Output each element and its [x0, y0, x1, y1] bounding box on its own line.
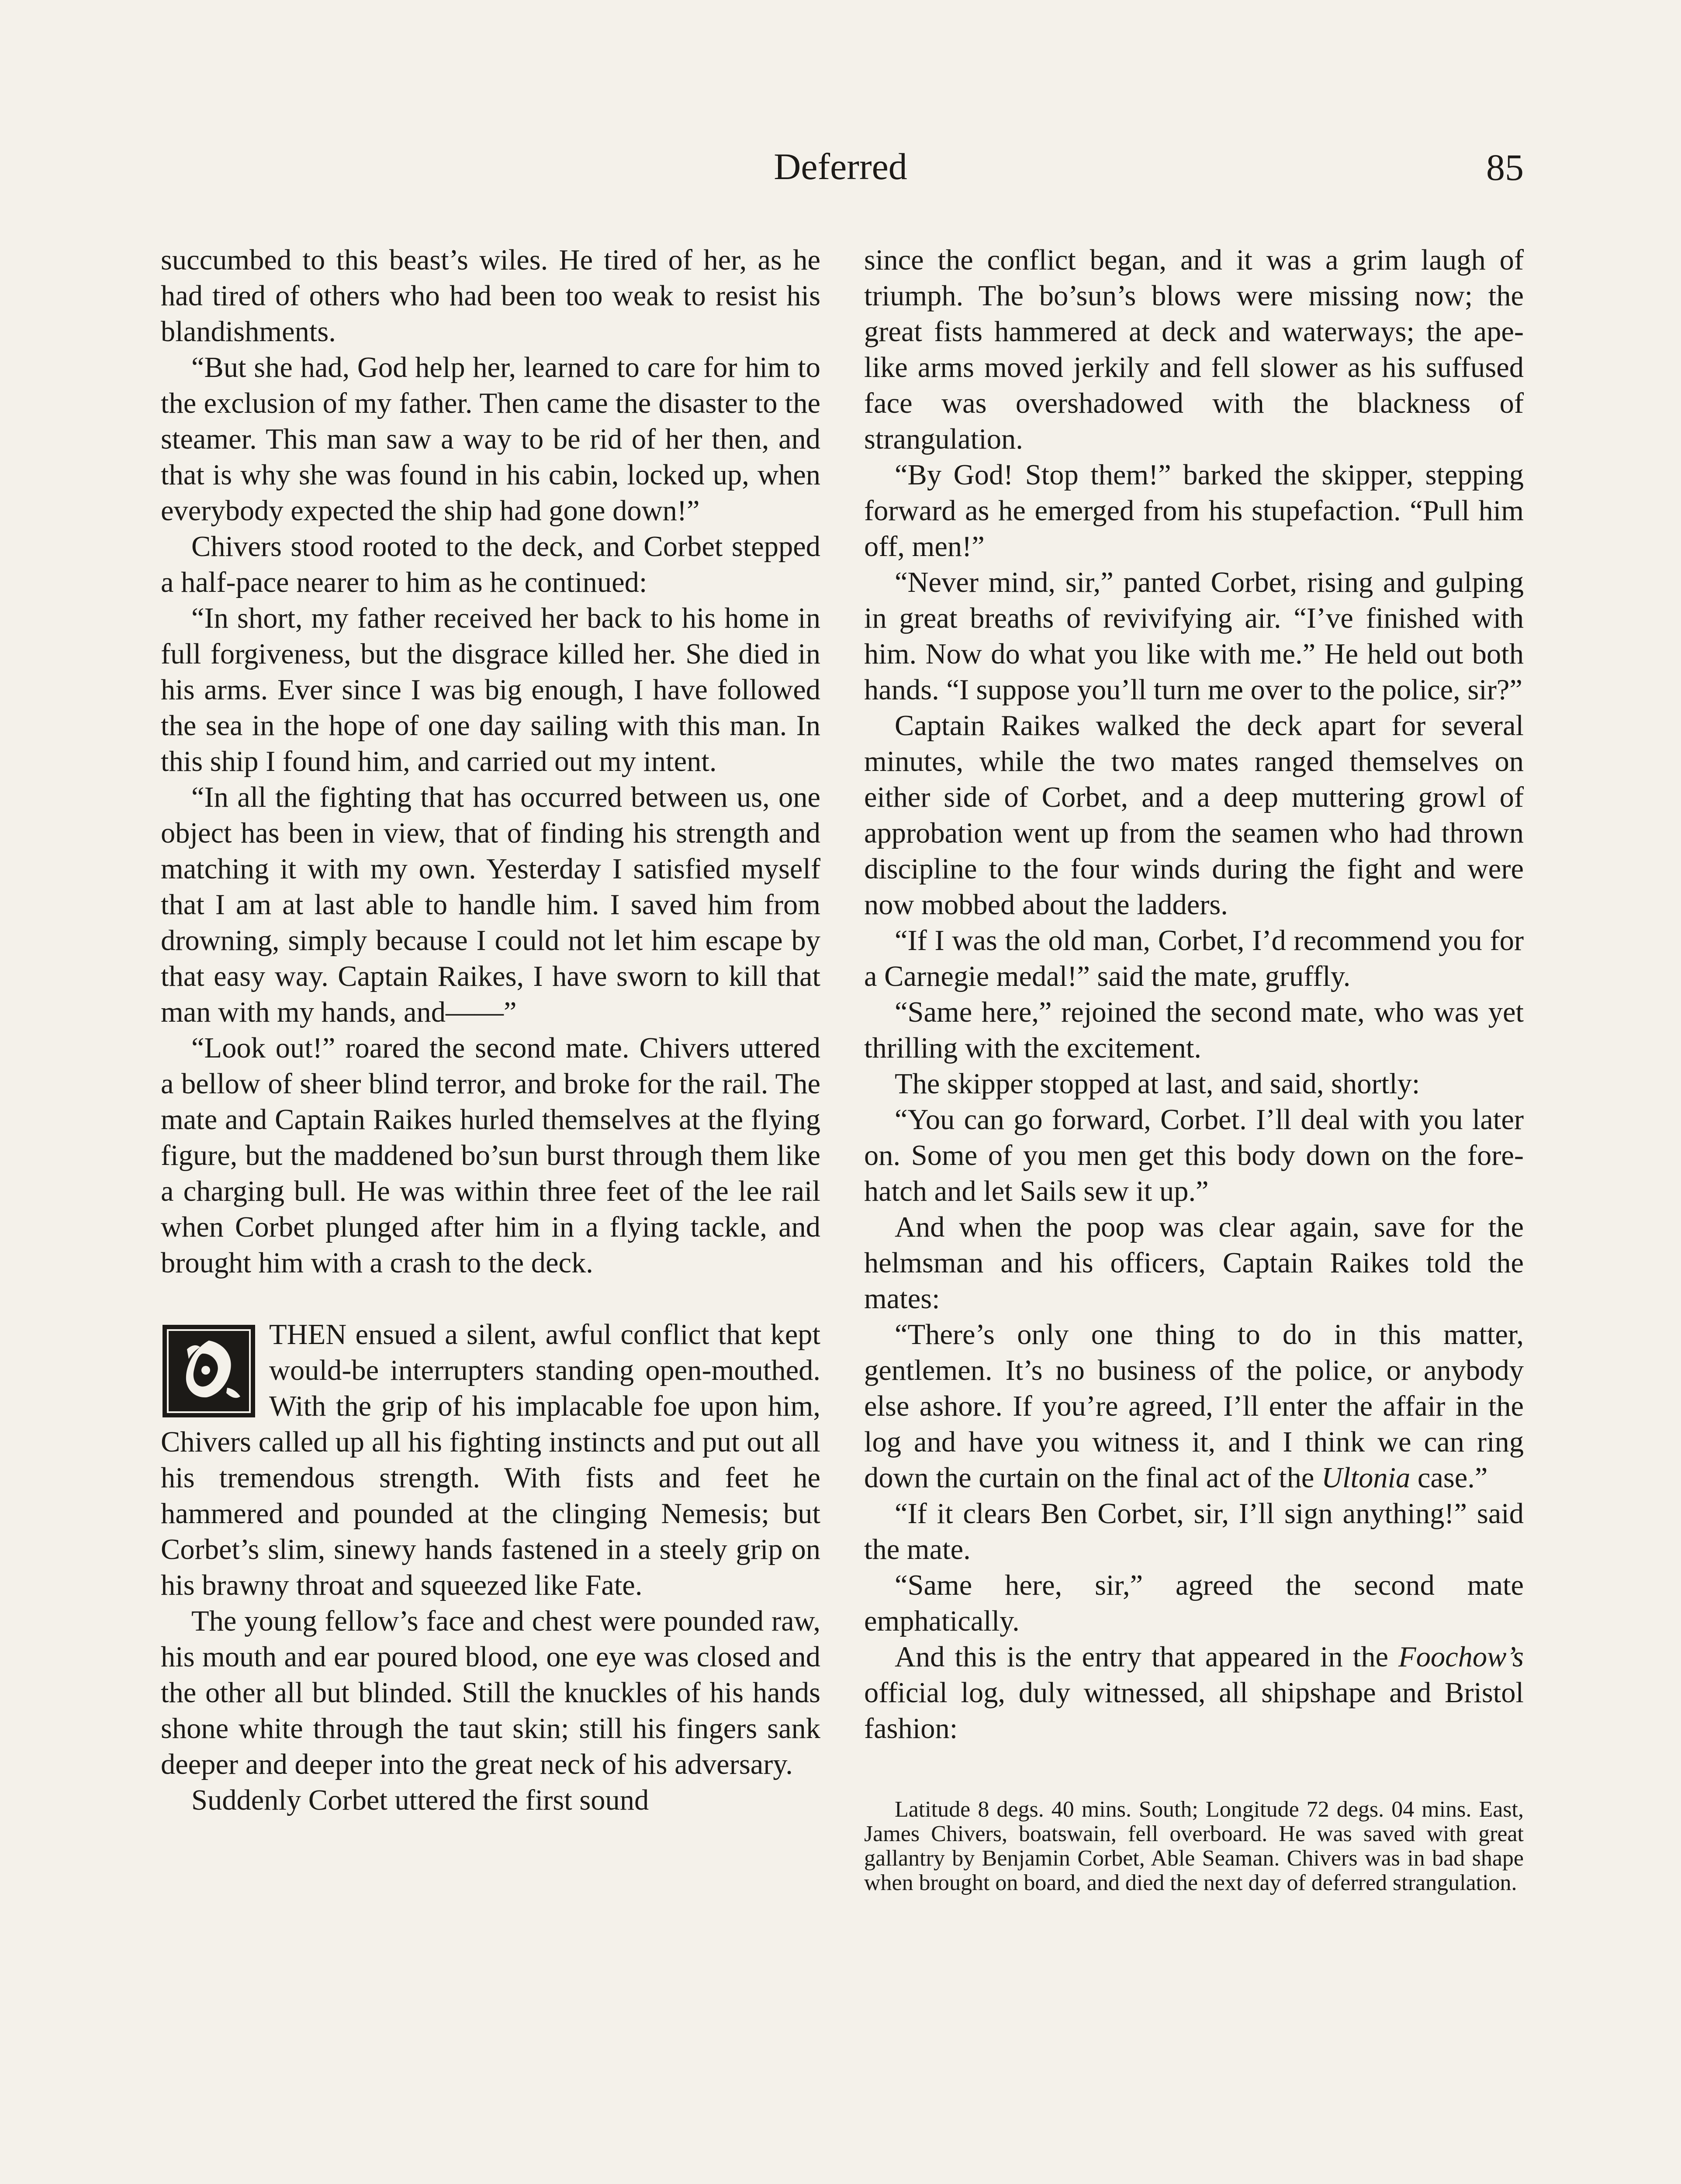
- paragraph: succumbed to this beast’s wiles. He tired of her, as he had tired of others who had been too weak to resist his blandishments.: [161, 244, 820, 348]
- paragraph: “Never mind, sir,” panted Corbet, rising and gulping in great breaths of revivifying air. “I’ve finished with him. Now do what you like with me.” He held out both hands. “I suppose you’ll turn me over to the police, sir?”: [864, 567, 1524, 706]
- paragraph: “In all the fighting that has occurred between us, one object has been in view, that of finding his strength and matching it with my own. Yesterday I satisfied myself that I am at last able to handle him. I saved him from drowning, simply because I could not let him escape by that easy way. Captain Raikes, I have sworn to kill that man with my hands, and——”: [161, 781, 820, 1028]
- paragraph: [864, 1639, 1524, 1747]
- left-column: [161, 242, 820, 1818]
- text-run: And this is the entry that appeared in the: [895, 1641, 1399, 1673]
- right-column: [864, 242, 1524, 1895]
- paragraph: “Look out!” roared the second mate. Chivers uttered a bellow of sheer blind terror, and broke for the rail. The mate and Captain Raikes hurled themselves at the flying figure, but the maddened bo’sun burst through them like a charging bull. He was within three feet of the lee rail when Corbet plunged after him in a flying tackle, and brought him with a crash to the deck.: [161, 1032, 820, 1279]
- paragraph: “By God! Stop them!” barked the skipper, stepping forward as he emerged from his stupefaction. “Pull him off, men!”: [864, 459, 1524, 563]
- paragraph: since the conflict began, and it was a grim laugh of triumph. The bo’sun’s blows were missing now; the great fists hammered at deck and waterways; the ape-like arms moved jerkily and fell slower as his suffused face was overshadowed with the blackness of strangulation.: [864, 244, 1524, 455]
- paragraph: THEN ensued a silent, awful conflict that kept would-be interrupters standing open-mouthed. With the grip of his implacable foe upon him, Chivers called up all his fighting instincts and put out all his tremendous strength. With fists and feet he hammered and pounded at the clinging Nemesis; but Corbet’s slim, sinewy hands fastened in a steely grip on his brawny throat and squeezed like Fate.: [161, 1319, 820, 1601]
- paragraph: “But she had, God help her, learned to care for him to the exclusion of my father. Then came the disaster to the steamer. This man saw a way to be rid of her then, and that is why she was found in his cabin, locked up, when everybody expected the ship had gone down!”: [161, 352, 820, 527]
- paragraph: “In short, my father received her back to his home in full forgiveness, but the disgrace killed her. She died in his arms. Ever since I was big enough, I have followed the sea in the hope of one day sailing with this man. In this ship I found him, and carried out my intent.: [161, 602, 820, 778]
- page-number: 85: [1486, 146, 1524, 188]
- text-run: “There’s only one thing to do in this matter, gentlemen. It’s no business of the police, or anybody else ashore. If you’re agreed, I’ll enter the affair in the log and have you witness it, and I think we can ring down the curtain on the final act of the: [864, 1319, 1524, 1494]
- paragraph: Suddenly Corbet uttered the first sound: [191, 1784, 649, 1816]
- log-entry: Latitude 8 degs. 40 mins. South; Longitude 72 degs. 04 mins. East, James Chivers, boatswain, fell overboard. He was saved with great gallantry by Benjamin Corbet, Able Seaman. Chivers was in bad shape when brought on board, and died the next day of deferred strangulation.: [864, 1797, 1524, 1895]
- text-run: case.”: [1410, 1462, 1488, 1494]
- paragraph: [864, 1317, 1524, 1496]
- paragraph: “If it clears Ben Corbet, sir, I’ll sign anything!” said the mate.: [864, 1498, 1524, 1565]
- paragraph: “Same here, sir,” agreed the second mate emphatically.: [864, 1569, 1524, 1637]
- section-start: [161, 1317, 820, 1603]
- ship-name: Foochow’s: [1398, 1641, 1524, 1673]
- ship-name: Ultonia: [1321, 1462, 1411, 1494]
- paragraph: “If I was the old man, Corbet, I’d recommend you for a Carnegie medal!” said the mate, gruffly.: [864, 925, 1524, 992]
- paragraph: “Same here,” rejoined the second mate, who was yet thrilling with the excitement.: [864, 996, 1524, 1064]
- paragraph: The skipper stopped at last, and said, shortly:: [895, 1068, 1420, 1100]
- paragraph: And when the poop was clear again, save for the helmsman and his officers, Captain Raikes told the mates:: [864, 1211, 1524, 1315]
- paragraph: Captain Raikes walked the deck apart for several minutes, while the two mates ranged themselves on either side of Corbet, and a deep muttering growl of approbation went up from the seamen who had thrown discipline to the four winds during the fight and were now mobbed about the ladders.: [864, 710, 1524, 921]
- paragraph: The young fellow’s face and chest were pounded raw, his mouth and ear poured blood, one eye was closed and the other all but blinded. Still the knuckles of his hands shone white through the taut skin; still his fingers sank deeper and deeper into the great neck of his adversary.: [161, 1605, 820, 1780]
- text-run: official log, duly witnessed, all shipshape and Bristol fashion:: [864, 1677, 1524, 1745]
- page-title: Deferred: [774, 145, 907, 187]
- ornamental-drop-cap-icon: [161, 1323, 257, 1419]
- paragraph: “You can go forward, Corbet. I’ll deal with you later on. Some of you men get this body down on the fore-hatch and let Sails sew it up.”: [864, 1104, 1524, 1207]
- paragraph: Chivers stood rooted to the deck, and Corbet stepped a half-pace nearer to him as he continued:: [161, 531, 820, 598]
